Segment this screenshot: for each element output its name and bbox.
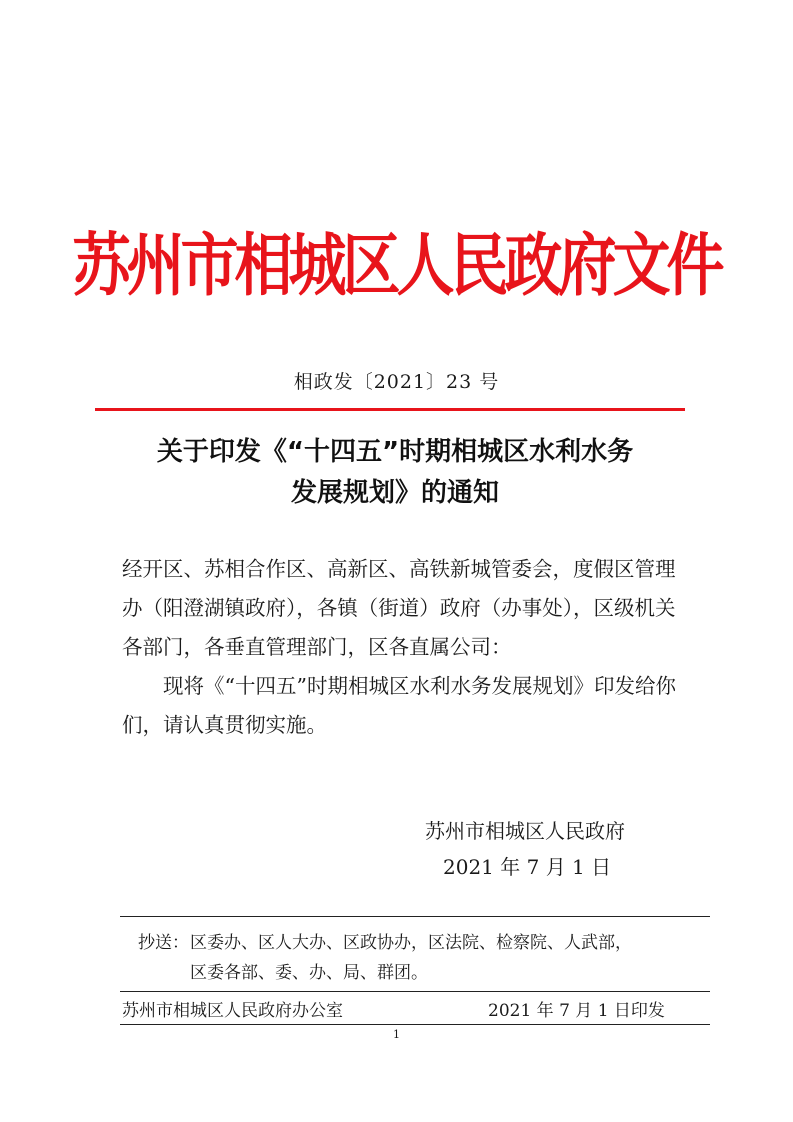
document-number: 相政发〔2021〕23 号 bbox=[293, 371, 500, 393]
content-paragraph: 现将《“十四五”时期相城区水利水务发展规划》印发给你们，请认真贯彻实施。 bbox=[122, 674, 676, 737]
document-masthead: 苏州市相城区人民政府文件 bbox=[72, 225, 721, 306]
page-number: 1 bbox=[393, 1028, 400, 1041]
cc-top-rule bbox=[120, 916, 710, 917]
print-date: 2021 年 7 月 1 日印发 bbox=[488, 1001, 665, 1021]
notice-body bbox=[122, 550, 682, 745]
notice-title-line-2: 发展规划》的通知 bbox=[290, 478, 499, 508]
issuing-authority: 苏州市相城区人民政府 bbox=[425, 819, 625, 843]
cc-bottom-rule bbox=[120, 1024, 710, 1025]
cc-recipients-line-1: 区委办、区人大办、区政协办，区法院、检察院、人武部， bbox=[190, 933, 632, 953]
cc-recipients-line-2: 区委各部、委、办、局、群团。 bbox=[190, 963, 428, 983]
notice-title bbox=[95, 432, 695, 514]
red-separator-rule bbox=[95, 408, 685, 411]
cc-first-line bbox=[138, 928, 632, 958]
issue-date: 2021 年 7 月 1 日 bbox=[443, 855, 612, 879]
recipients-paragraph: 经开区、苏相合作区、高新区、高铁新城管委会，度假区管理办（阳澄湖镇政府），各镇（街道）政府（办事处），区级机关各部门，各垂直管理部门，区各直属公司： bbox=[122, 557, 676, 659]
cc-block bbox=[138, 928, 632, 988]
issuing-office: 苏州市相城区人民政府办公室 bbox=[122, 1001, 343, 1021]
notice-title-line-1: 关于印发《“十四五”时期相城区水利水务 bbox=[156, 437, 634, 467]
cc-label: 抄送： bbox=[138, 933, 189, 953]
cc-middle-rule bbox=[120, 991, 710, 992]
